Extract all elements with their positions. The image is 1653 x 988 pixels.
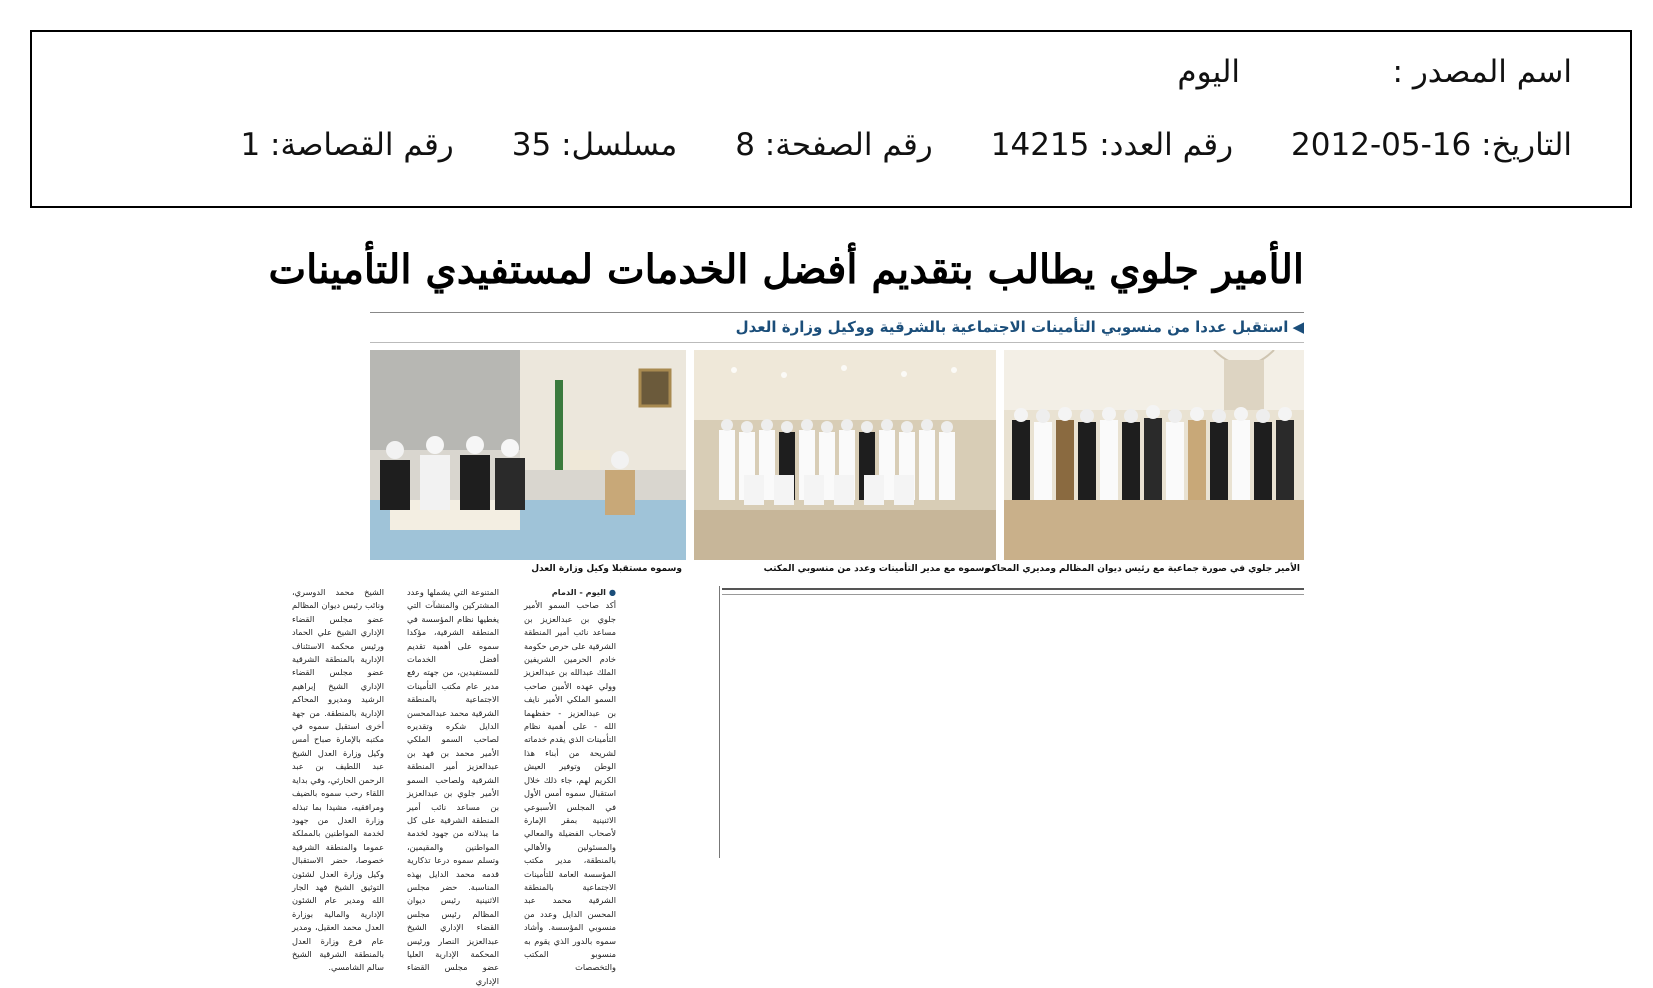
subhead-text: استقبل عددا من منسوبي التأمينات الاجتماعية بالشرقية ووكيل وزارة العدل	[735, 318, 1289, 336]
article-column	[292, 586, 384, 975]
clipping-meta-row	[240, 127, 1572, 163]
clipping-header-box	[30, 30, 1632, 208]
column-text: المتنوعة التي يشملها وعدد المشتركين والمنشآت التي يغطيها نظام المؤسسة في المنطقة الشرقية، مؤكدا سموه على أهمية تقديم أفضل الخدمات للمستفيدين، من جهته رفع مدير عام مكتب التأمينات الاجتماعية بالمنطقة الشرقية محمد عبدالمحسن الدايل شكره وتقديره لصاحب السمو الملكي الأمير محمد بن فهد بن عبدالعزيز أمير المنطقة الشرقية ولصاحب السمو الأمير جلوي بن عبدالعزيز بن مساعد نائب أمير المنطقة الشرقية على كل ما يبذلانه من جهود لخدمة المواطنين والمقيمين، وتسلم سموه درعا تذكارية قدمه محمد الدايل بهذه المناسبة. حضر مجلس الاثنينية رئيس ديوان المظالم رئيس مجلس القضاء الإداري الشيخ عبدالعزيز النصار ورئيس المحكمة الإدارية العليا عضو مجلس القضاء الإداري	[407, 587, 499, 986]
column-divider	[719, 586, 720, 858]
article-column	[407, 586, 499, 988]
article-column	[524, 586, 616, 975]
article-subhead	[736, 318, 1304, 336]
source-label: اسم المصدر :	[1392, 54, 1572, 90]
group-photo-staff	[694, 350, 996, 560]
article-byline	[524, 586, 616, 599]
meeting-photo	[370, 350, 686, 560]
photo-caption: وسموه مستقبلا وكيل وزارة العدل	[531, 564, 682, 574]
page-number-field: رقم الصفحة: 8	[735, 127, 933, 163]
byline-text: اليوم - الدمام	[551, 587, 606, 597]
subhead-arrow-icon: ◀	[1292, 318, 1304, 336]
bullet-icon: ●	[608, 587, 616, 597]
layout-rule	[722, 594, 1304, 595]
article-headline: الأمير جلوي يطالب بتقديم أفضل الخدمات لمستفيدي التأمينات	[268, 246, 1304, 293]
headline-divider	[370, 312, 1304, 313]
newspaper-clipping	[268, 238, 1304, 986]
issue-number-field: رقم العدد: 14215	[990, 127, 1234, 163]
group-photo-officials	[1004, 350, 1304, 560]
photo-caption: الأمير جلوي في صورة جماعية مع رئيس ديوان المظالم ومديري المحاكم	[984, 564, 1300, 574]
date-field: التاريخ: 16-05-2012	[1291, 127, 1572, 163]
column-text: أكد صاحب السمو الأمير جلوي بن عبدالعزيز بن مساعد نائب أمير المنطقة الشرقية على حرص حكومة خادم الحرمين الشريفين الملك عبدالله بن عبدالعزيز وولي عهده الأمين صاحب السمو الملكي الأمير نايف بن عبدالعزيز - حفظهما الله - على أهمية نظام التأمينات الذي يقدم خدماته لشريحة من أبناء هذا الوطن وتوفير العيش الكريم لهم، جاء ذلك خلال استقبال سموه أمس الأول في المجلس الأسبوعي الاثنينية بمقر الإمارة لأصحاب الفضيلة والمعالي والمسئولين والأهالي بالمنطقة، مدير مكتب المؤسسة العامة للتأمينات الاجتماعية بالمنطقة الشرقية محمد عبد المحسن الدايل وعدد من منسوبي المؤسسة. وأشاد سموه بالدور الذي يقوم به منسوبو المكتب والتخصصات	[524, 600, 616, 973]
clip-number-field: رقم القصاصة: 1	[240, 127, 454, 163]
column-text: الشيخ محمد الدوسري، ونائب رئيس ديوان المظالم عضو مجلس القضاء الإداري الشيخ علي الحماد ورئيس محكمة الاستئناف الإدارية بالمنطقة الشرقية عضو مجلس القضاء الإداري الشيخ إبراهيم الرشيد ومديرو المحاكم الإدارية بالمنطقة. من جهة أخرى استقبل سموه في مكتبه بالإمارة صباح أمس وكيل وزارة العدل الشيخ عبد اللطيف بن عبد الرحمن الحارثي، وفي بداية اللقاء رحب سموه بالضيف ومرافقيه، مشيدا بما تبذله وزارة العدل من جهود لخدمة المواطنين بالمملكة عموما والمنطقة الشرقية خصوصا، حضر الاستقبال وكيل وزارة العدل لشئون التوثيق الشيخ فهد الجار الله ومدير عام الشئون الإدارية والمالية بوزارة العدل محمد العقيل، ومدير عام فرع وزارة العدل بالمنطقة الشرقية الشيخ سالم الشامسي.	[292, 587, 384, 973]
serial-field: مسلسل: 35	[511, 127, 678, 163]
layout-rule	[722, 588, 1304, 590]
source-value: اليوم	[1177, 54, 1240, 90]
photo-caption: وسموه مع مدير التأمينات وعدد من منسوبي المكتب	[763, 564, 990, 574]
photos-divider	[370, 342, 1304, 343]
